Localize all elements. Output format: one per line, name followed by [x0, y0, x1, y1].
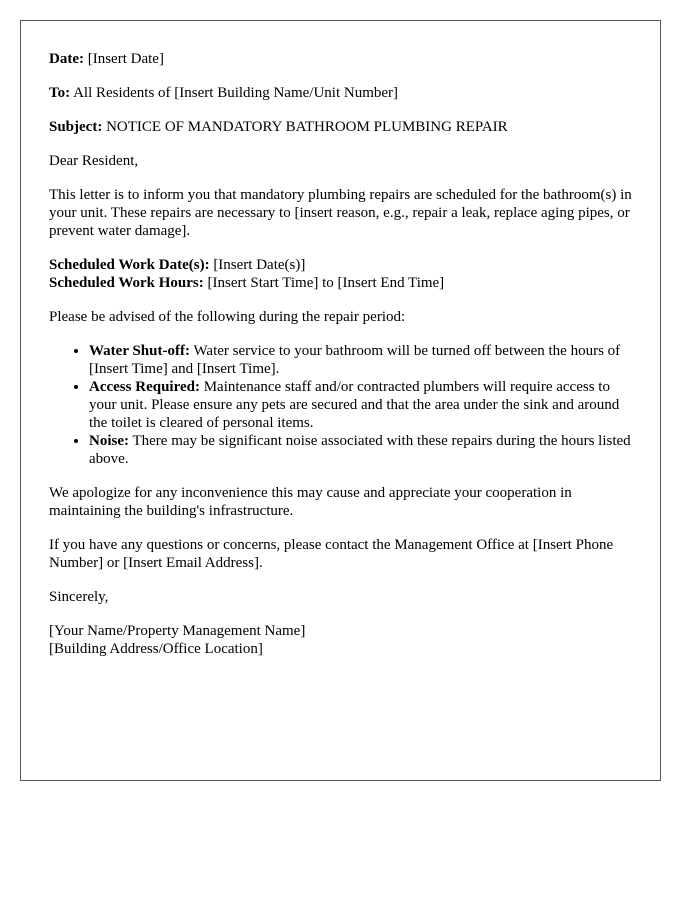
letter: [20, 20, 661, 781]
to-value: All Residents of [Insert Building Name/Unit Number]: [73, 85, 399, 101]
advisory-text: Water service to your bathroom will be turned off between the hours of [Insert Time] and [Insert Time].: [89, 343, 621, 377]
intro-paragraph: This letter is to inform you that mandatory plumbing repairs are scheduled for the bathroom(s) in your unit. These repairs are necessary to [insert reason, e.g., repair a leak, replace aging pipes, or prevent water damage].: [49, 187, 632, 239]
advisory-label: Water Shut-off:: [89, 343, 190, 359]
date-value: [Insert Date]: [87, 51, 164, 67]
dates-value: [Insert Date(s)]: [213, 257, 306, 273]
dates-label: Scheduled Work Date(s):: [49, 257, 210, 273]
signature-name: [Your Name/Property Management Name]: [49, 623, 306, 639]
schedule: [49, 256, 632, 292]
date-label: Date:: [49, 51, 84, 67]
closing: Sincerely,: [49, 589, 109, 605]
subject-value: NOTICE OF MANDATORY BATHROOM PLUMBING REPAIR: [106, 119, 508, 135]
to-label: To:: [49, 85, 71, 101]
apology-paragraph: We apologize for any inconvenience this may cause and appreciate your cooperation in maintaining the building's infrastructure.: [49, 485, 572, 519]
advisory-intro: Please be advised of the following during the repair period:: [49, 309, 406, 325]
list-item: [89, 378, 632, 432]
advisory-text: There may be significant noise associated with these repairs during the hours listed above.: [89, 433, 631, 467]
salutation: Dear Resident,: [49, 153, 139, 169]
advisory-text: Maintenance staff and/or contracted plumbers will require access to your unit. Please ensure any pets are secured and that the area under the sink and around the toilet is cleared of personal items.: [89, 379, 620, 431]
to-line: [49, 84, 632, 102]
list-item: [89, 432, 632, 468]
subject-label: Subject:: [49, 119, 103, 135]
contact-paragraph: If you have any questions or concerns, please contact the Management Office at [Insert Phone Number] or [Insert Email Address].: [49, 537, 614, 571]
subject-line: [49, 118, 632, 136]
signature: [49, 622, 632, 658]
hours-value: [Insert Start Time] to [Insert End Time]: [207, 275, 445, 291]
advisory-label: Noise:: [89, 433, 129, 449]
hours-label: Scheduled Work Hours:: [49, 275, 204, 291]
date-line: [49, 50, 632, 68]
advisory-list: [49, 342, 632, 468]
advisory-label: Access Required:: [89, 379, 200, 395]
list-item: [89, 342, 632, 378]
signature-address: [Building Address/Office Location]: [49, 641, 263, 657]
